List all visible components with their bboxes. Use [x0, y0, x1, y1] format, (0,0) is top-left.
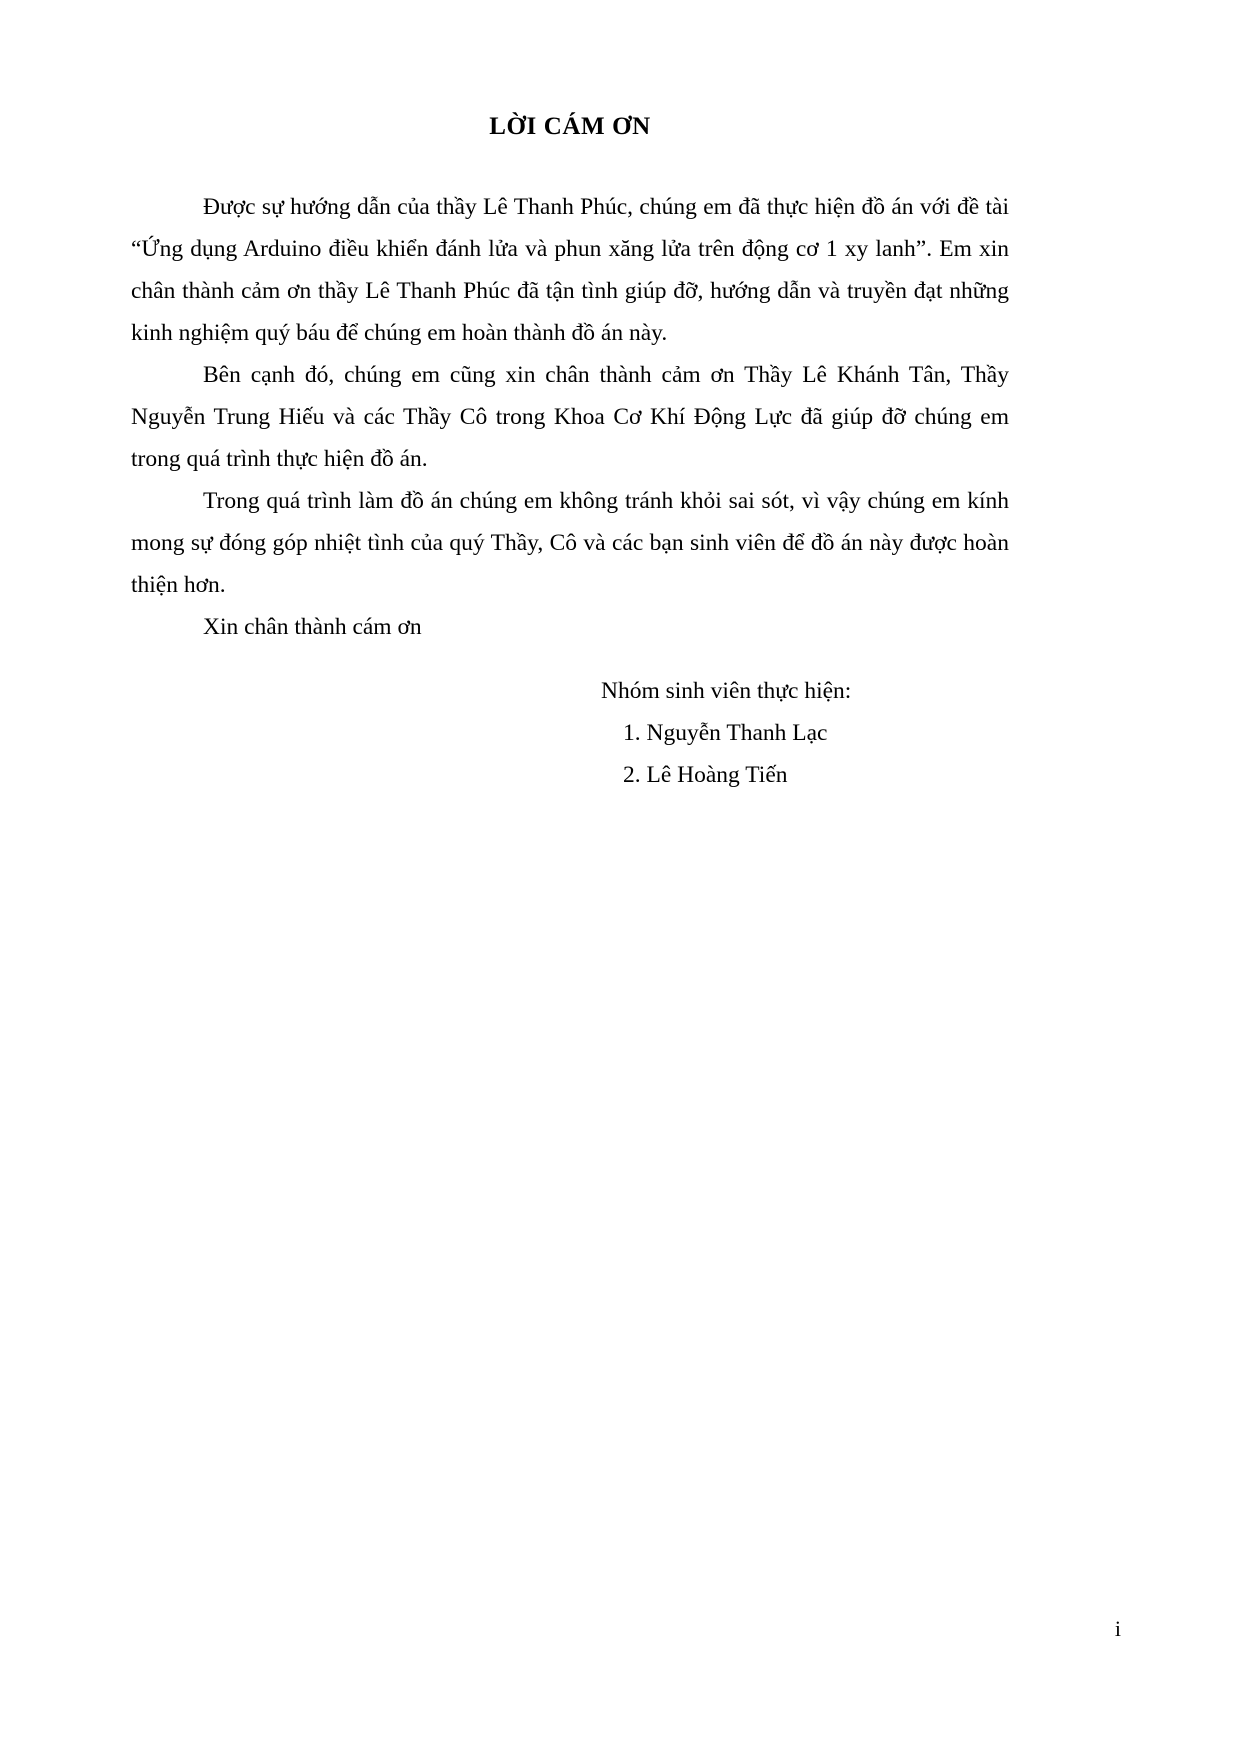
signature-block	[131, 670, 1009, 796]
paragraph-closing-thanks: Xin chân thành cám ơn	[203, 614, 422, 640]
page-content	[131, 112, 1009, 796]
list-item: 1. Nguyễn Thanh Lạc	[623, 720, 828, 746]
paragraph-acknowledgement-teachers: Bên cạnh đó, chúng em cũng xin chân thành cảm ơn Thầy Lê Khánh Tân, Thầy Nguyễn Trung Hiếu và các Thầy Cô trong Khoa Cơ Khí Động Lực đã giúp đỡ chúng em trong quá trình thực hiện đồ án.	[131, 362, 1009, 472]
page-number: i	[1114, 1616, 1121, 1641]
signature-name-list	[601, 712, 1009, 796]
list-item: 2. Lê Hoàng Tiến	[623, 762, 788, 788]
paragraph-acknowledgement-advisor: Được sự hướng dẫn của thầy Lê Thanh Phúc, chúng em đã thực hiện đồ án với đề tài “Ứng dụng Arduino điều khiển đánh lửa và phun xăng lửa trên động cơ 1 xy lanh”. Em xin chân thành cảm ơn thầy Lê Thanh Phúc đã tận tình giúp đỡ, hướng dẫn và truyền đạt những kinh nghiệm quý báu để chúng em hoàn thành đồ án này.	[131, 194, 1009, 346]
signature-lead: Nhóm sinh viên thực hiện:	[601, 678, 852, 704]
page-title: LỜI CÁM ƠN	[489, 113, 651, 140]
paragraph-acknowledgement-feedback: Trong quá trình làm đồ án chúng em không tránh khỏi sai sót, vì vậy chúng em kính mong sự đóng góp nhiệt tình của quý Thầy, Cô và các bạn sinh viên để đồ án này được hoàn thiện hơn.	[131, 488, 1009, 598]
